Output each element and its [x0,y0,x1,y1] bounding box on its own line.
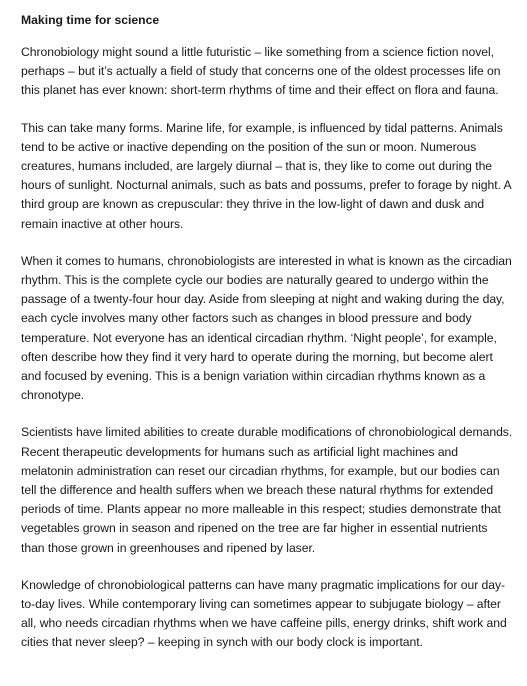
paragraph-1: Chronobiology might sound a little futuristic – like something from a science fiction novel, perhaps – but it’s actually a field of study that concerns one of the oldest processes life on this planet has ever known: short-term rhythms of time and their effect on flora and fauna. [21,45,501,98]
paragraph-2: This can take many forms. Marine life, for example, is influenced by tidal patterns. Animals tend to be active or inactive depending on the position of the sun or moon. Numerous creatures, humans included, are largely diurnal – that is, they like to come out during the hours of sunlight. Nocturnal animals, such as bats and possums, prefer to forage by night. A third group are known as crepuscular: they thrive in the low-light of dawn and dusk and remain inactive at other hours. [21,120,511,231]
document-title: Making time for science [21,13,160,27]
paragraph-4: Scientists have limited abilities to create durable modifications of chronobiological demands. Recent therapeutic developments for humans such as artificial light machines and melatonin administration can reset our circadian rhythms, for example, but our bodies can tell the difference and health suffers when we breach these natural rhythms for extended periods of time. Plants appear no more malleable in this respect; studies demonstrate that vegetables grown in season and ripened on the tree are far higher in essential nutrients than those grown in greenhouses and ripened by laser. [21,425,513,555]
paragraph-5: Knowledge of chronobiological patterns can have many pragmatic implications for our day-to-day lives. While contemporary living can sometimes appear to subjugate biology – after all, who needs circadian rhythms when we have caffeine pills, energy drinks, shift work and cities that never sleep? – keeping in synch with our body clock is important. [21,577,507,650]
paragraph-3: When it comes to humans, chronobiologists are interested in what is known as the circadian rhythm. This is the complete cycle our bodies are naturally geared to undergo within the passage of a twenty-four hour day. Aside from sleeping at night and waking during the day, each cycle involves many other factors such as changes in blood pressure and body temperature. Not everyone has an identical circadian rhythm. ‘Night people’, for example, often describe how they find it very hard to operate during the morning, but become alert and focused by evening. This is a benign variation within circadian rhythms known as a chronotype. [21,253,512,403]
